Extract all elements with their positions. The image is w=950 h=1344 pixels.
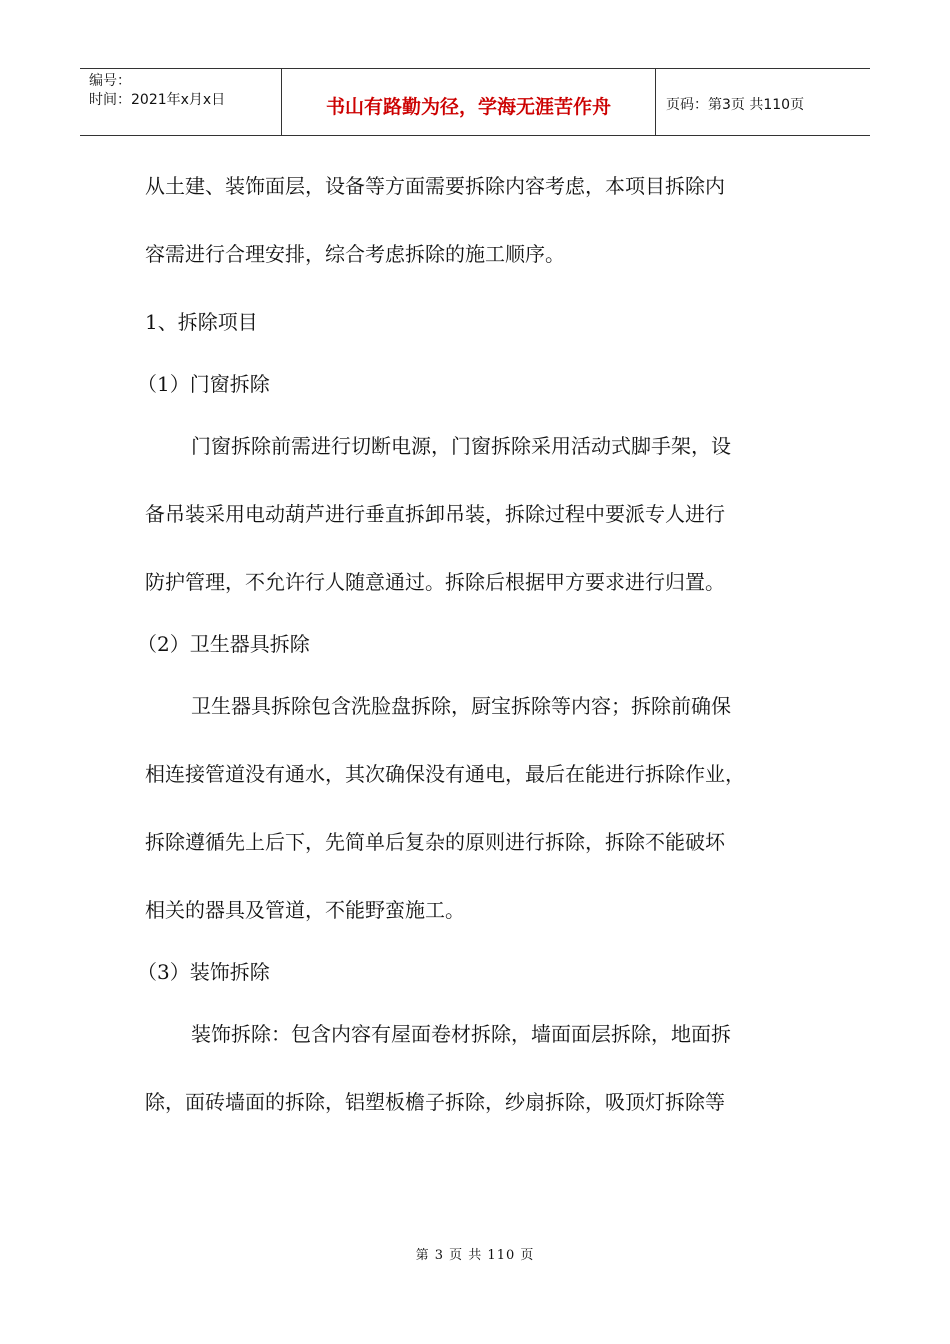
subsection-heading: （3）装饰拆除 [137, 960, 270, 984]
body-line: 备吊装采用电动葫芦进行垂直拆卸吊装，拆除过程中要派专人进行 [145, 502, 725, 526]
body-line: 装饰拆除：包含内容有屋面卷材拆除，墙面面层拆除，地面拆 [191, 1022, 731, 1046]
header-motto: 书山有路勤为径，学海无涯苦作舟 [282, 69, 656, 135]
document-body [137, 160, 815, 1144]
number-label: 编号： [89, 73, 131, 89]
body-line: 卫生器具拆除包含洗脸盘拆除，厨宝拆除等内容；拆除前确保 [191, 694, 731, 718]
header-meta [80, 69, 282, 135]
subsection-heading: （2）卫生器具拆除 [137, 632, 310, 656]
body-line: 拆除遵循先上后下，先简单后复杂的原则进行拆除，拆除不能破坏 [145, 830, 725, 854]
body-line: 从土建、装饰面层，设备等方面需要拆除内容考虑，本项目拆除内 [145, 174, 725, 198]
body-line: 相连接管道没有通水，其次确保没有通电，最后在能进行拆除作业， [145, 762, 745, 786]
body-line: 容需进行合理安排，综合考虑拆除的施工顺序。 [145, 242, 565, 266]
body-line: 相关的器具及管道，不能野蛮施工。 [145, 898, 465, 922]
body-line: 除，面砖墙面的拆除，铝塑板檐子拆除，纱扇拆除，吸顶灯拆除等 [145, 1090, 725, 1114]
section-heading: 1、拆除项目 [145, 310, 258, 334]
body-line: 门窗拆除前需进行切断电源，门窗拆除采用活动式脚手架，设 [191, 434, 731, 458]
subsection-heading: （1）门窗拆除 [137, 372, 270, 396]
page-footer: 第 3 页 共 110 页 [415, 1248, 535, 1263]
time-label: 时间：2021年x月x日 [89, 92, 226, 108]
header-page-info: 页码：第3页 共110页 [666, 97, 805, 113]
page-header [80, 68, 870, 136]
body-line: 防护管理，不允许行人随意通过。拆除后根据甲方要求进行归置。 [145, 570, 725, 594]
